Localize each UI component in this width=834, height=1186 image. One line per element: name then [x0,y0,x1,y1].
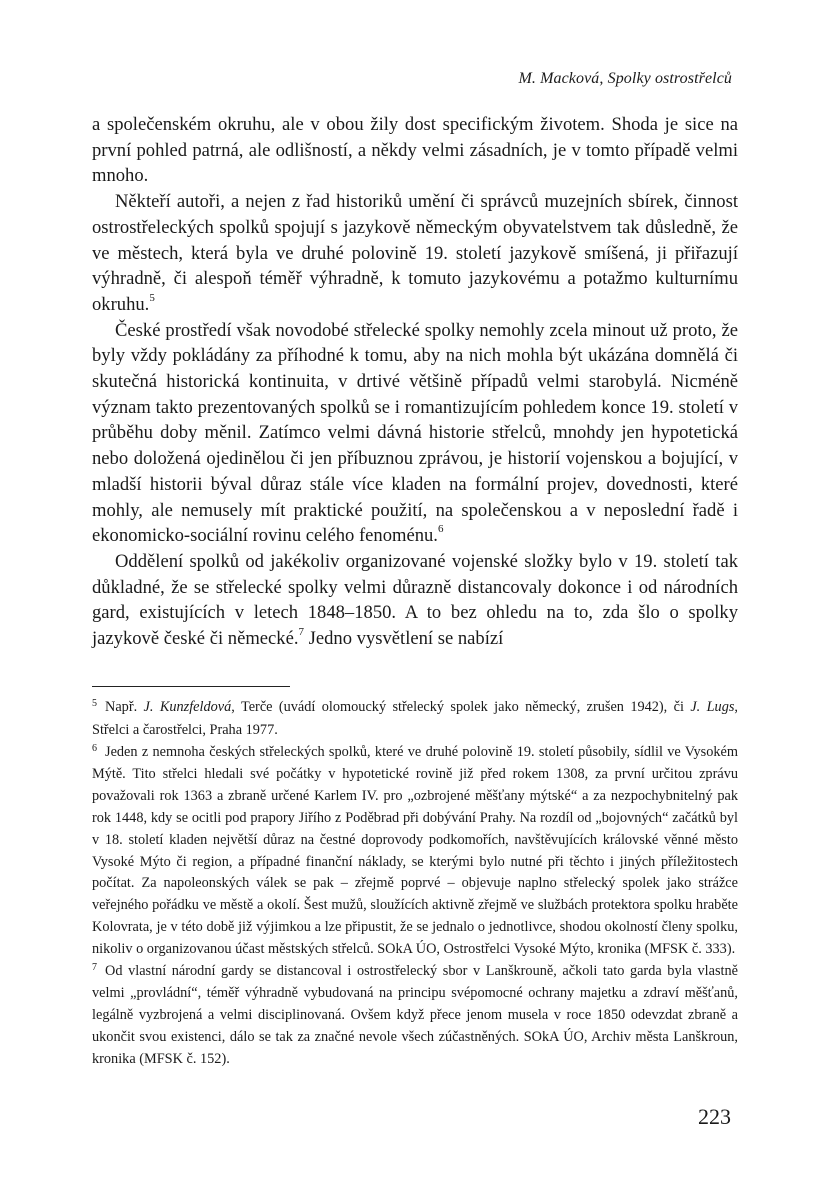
footnote-6: $^6$ Jeden z nemnoha českých střeleckých spolků, které ve druhé polovině 19. století působily, sídlil ve Vysokém Mýtě. Tito střelci hledali své počátky v hypotetické rovině již před rokem 1308, za první určitou zprávu považovali rok 1363 a zbraně určené Karlem IV. pro „ozbrojené měšťany mýtské“ a za nezpochybnitelný pak rok 1448, kdy se ocitli pod prapory Jiřího z Poděbrad při dobývání Prahy. Na rozdíl od „bojovných“ začátků byl v 18. století kladen největší důraz na čestné doprovody podkomořích, navštěvujících královské věnné město Vysoké Mýto či region, a případné finanční náklady, se kterými bylo nutné při těchto i jiných příležitostech počítat. Za napoleonských válek se pak – zřejmě poprvé – objevuje naplno střelecký spolek jako strážce veřejného pořádku ve městě a okolí. Šest mužů, sloužících aktivně zřejmě ve službách protektora spolku hraběte Kolovrata, je v této době již výjimkou a lze připustit, že se jednalo o jednotlivce, shodou okolností členy spolku, nikoliv o organizovanou účast městských střelců. SOkA ÚO, Ostrostřelci Vysoké Mýto, kronika (MFSK č. 333). [92,742,738,957]
paragraph: Oddělení spolků od jakékoliv organizované vojenské složky bylo v 19. století tak důkladné, že se střelecké spolky velmi důrazně distancovaly dokonce i od národních gard, existujících v letech 1848–1850. A to bez ohledu na to, zda šlo o spolky jazykově české či německé.$^7$ Jedno vysvětlení se nabízí [92,550,738,650]
main-text [92,112,738,652]
footnote-number: 7 [92,961,97,973]
paragraph: a společenském okruhu, ale v obou žily dost specifickým životem. Shoda je sice na první pohled patrná, ale odlišností, a někdy velmi zásadních, je v tomto případě velmi mnoho. [92,114,738,187]
paragraph: Někteří autoři, a nejen z řad historiků umění či správců muzejních sbírek, činnost ostrostřeleckých spolků spojují s jazykově německým obyvatelstvem tak důsledně, že ve městech, která byla ve druhé polovině 19. století jazykově smíšená, ji přiřazují výhradně, či alespoň téměř výhradně, k tomuto jazykovému a potažmo kulturnímu okruhu.$^5$ [92,191,738,315]
footnote-ref[interactable]: 7 [298,625,304,638]
footnote-ref[interactable]: 6 [437,523,444,536]
page-number: 223 [698,1104,731,1129]
running-header: M. Macková, Spolky ostrostřelců [518,70,732,87]
footnote-5: $^5$ Např. J. Kunzfeldová, Terče (uvádí olomoucký střelecký spolek jako německý, zrušen 1942), či J. Lugs, Střelci a čarostřelci, Praha 1977. [92,698,738,738]
footnote-ref[interactable]: 5 [149,291,155,304]
footnote-number: 6 [92,742,97,754]
footnote-7: $^7$ Od vlastní národní gardy se distancoval i ostrostřelecký sbor v Lanškrouně, ačkoli tato garda byla vlastně velmi „provládní“, téměř výhradně vybudovaná na principu svépomocné ochrany majetku a zdraví měšťanů, legálně vyzbrojená a velmi disciplinovaná. Ovšem když přece jenom musela v roce 1850 odevzdat zbraně a ukončit svou existenci, dálo se tak za značné nevole všech zúčastněných. SOkA ÚO, Archiv města Lanškroun, kronika (MFSK č. 152). [92,961,738,1067]
footnotes [92,697,738,1071]
footnote-number: 5 [92,698,97,709]
paragraph: České prostředí však novodobé střelecké spolky nemohly zcela minout už proto, že byly vždy pokládány za příhodné k tomu, aby na nich mohla být ukázána domnělá či skutečná historická kontinuita, v drtivé většině případů velmi starobylá. Nicméně význam takto prezentovaných spolků se i romantizujícím pohledem konce 19. století v průběhu doby měnil. Zatímco velmi dávná historie střelců, mnohdy jen hypotetická nebo doložená ojedinělou či jen příbuznou zprávou, je historií vojenskou a bojující, v mladší historii býval důraz stále více kladen na formální projev, dovednosti, které mohly, ale nemusely mít praktické použití, na společenskou a v neposlední řadě i ekonomicko-sociální rovinu celého fenoménu.$^6$ [92,319,738,547]
footnote-divider [92,686,290,687]
